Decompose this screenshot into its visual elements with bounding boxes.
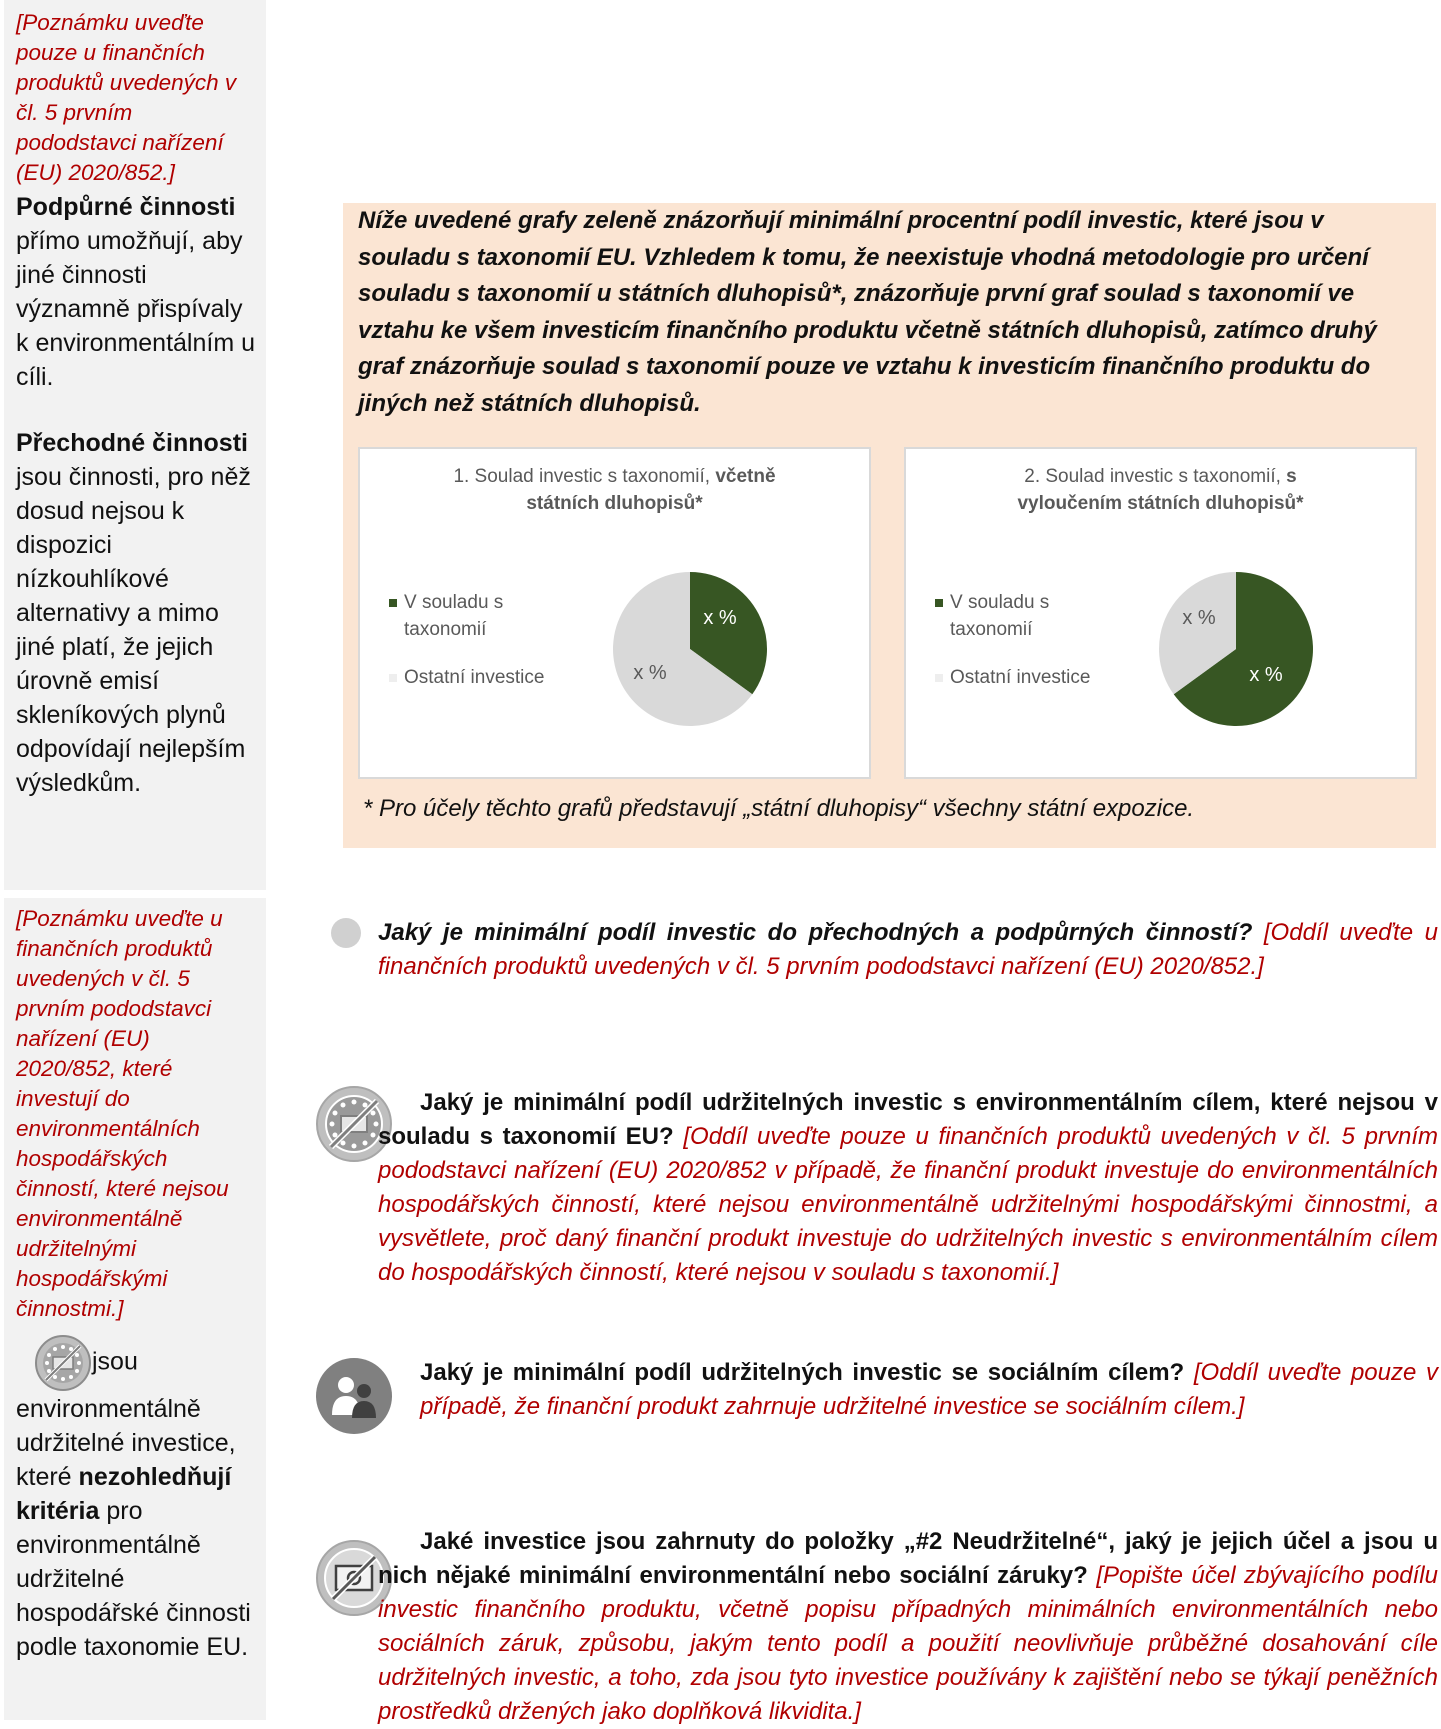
chart-2-legend-aligned-line1: V souladu s	[950, 592, 1050, 613]
question-4-note: [Popište účel zbývajícího podílu investic finančního produktu, včetně popisu případných minimálních environmentálních nebo sociálních záruk, způsobu, jakým tento podíl a použití neovlivňuje průběžné dosahování cíle udržitelných investic, a toho, zda jsou tyto investice používány k zajištění nebo se týkají peněžních prostředků držených jako doplňková likvidita.]	[378, 1562, 1438, 1725]
chart-1-legend-other	[404, 664, 584, 691]
sustainable-text-pre: jsou environmentálně udržitelné investice, které	[16, 1347, 236, 1491]
chart-1-title	[360, 463, 869, 517]
enabling-text: přímo umožňují, aby jiné činnosti významně přispívaly k environmentálním u cíli.	[16, 227, 256, 391]
question-1-note: [Oddíl uveďte u finančních produktů uvedených v čl. 5 prvním pododstavci nařízení (EU) 2020/852.]	[378, 919, 1438, 980]
question-3-note: [Oddíl uveďte pouze v případě, že finanční produkt zahrnuje udržitelné investice se sociálním cílem.]	[420, 1359, 1439, 1420]
legend-swatch-green	[935, 599, 943, 607]
chart-1-title-plain: 1. Soulad investic s taxonomií,	[453, 466, 711, 487]
sidebar-note-2: [Poznámku uveďte u finančních produktů uvedených v čl. 5 prvním pododstavci nařízení (EU) 2020/852, které investují do environmentálních hospodářských činností, které nejsou environmentálně udržitelnými hospodářskými činnostmi.]	[16, 906, 229, 1321]
sidebar-note-1: [Poznámku uveďte pouze u finančních produktů uvedených v čl. 5 prvním pododstavci nařízení (EU) 2020/852.]	[16, 10, 237, 185]
chart-2-label-aligned: x %	[1249, 664, 1283, 686]
enabling-title: Podpůrné činnosti	[16, 193, 236, 221]
question-2-title: Jaký je minimální podíl udržitelných investic s environmentálním cílem, které nejsou v souladu s taxonomií EU?	[378, 1089, 1438, 1150]
chart-1-label-aligned: x %	[703, 607, 737, 629]
chart-1-legend-aligned-line1: V souladu s	[404, 592, 504, 613]
taxonomy-footnote: * Pro účely těchto grafů představují „státní dluhopisy“ všechny státní expozice.	[363, 795, 1195, 822]
eu-crossed-icon	[34, 1334, 92, 1392]
chart-2-legend-aligned-line2: taxonomií	[950, 619, 1033, 640]
chart-1-title-bold-2: státních dluhopisů*	[526, 493, 703, 514]
chart-2-pie	[1156, 569, 1316, 729]
question-4-text	[378, 1525, 1438, 1729]
chart-1-pie	[610, 569, 770, 729]
chart-2-legend-other	[950, 664, 1130, 691]
taxonomy-alignment-box	[343, 203, 1436, 848]
taxonomy-intro: Níže uvedené grafy zeleně znázorňují minimální procentní podíl investic, které jsou v souladu s taxonomií EU. Vzhledem k tomu, že neexistuje vhodná metodologie pro určení souladu s taxonomií u státních dluhopisů*, znázorňuje první graf soulad s taxonomií ve vztahu ke všem investicím finančního produktu včetně státních dluhopisů, zatímco druhý graf znázorňuje soulad s taxonomií pouze ve vztahu k investicím finančního produktu do jiných než státních dluhopisů.	[358, 207, 1377, 417]
chart-2-title	[906, 463, 1415, 517]
chart-1-legend-aligned-line2: taxonomií	[404, 619, 487, 640]
question-2-text	[378, 1086, 1438, 1290]
sidebar-sustainable-note	[4, 898, 266, 1720]
transitional-title: Přechodné činnosti	[16, 429, 248, 457]
chart-1-legend-other-label: Ostatní investice	[404, 667, 545, 688]
enabling-definition	[16, 190, 256, 394]
pie-chart-1	[358, 447, 871, 779]
question-1-title: Jaký je minimální podíl investic do přechodných a podpůrných činností?	[378, 919, 1253, 946]
chart-1-label-other: x %	[633, 662, 667, 684]
chart-2-legend-aligned	[950, 589, 1130, 643]
chart-1-legend-aligned	[404, 589, 584, 643]
transitional-definition	[16, 426, 256, 800]
question-1-text	[378, 916, 1438, 984]
question-3-title: Jaký je minimální podíl udržitelných investic se sociálním cílem?	[420, 1359, 1185, 1386]
sustainable-text-post: pro environmentálně udržitelné hospodářské činnosti podle taxonomie EU.	[16, 1497, 251, 1661]
question-2-note: [Oddíl uveďte pouze u finančních produktů uvedených v čl. 5 prvním pododstavci nařízení (EU) 2020/852 v případě, že finanční produkt investuje do environmentálních hospodářských činností, které nejsou environmentálně udržitelnými hospodářskými činnostmi, a vysvětlete, proč daný finanční produkt investuje do udržitelných investic s environmentálním cílem do hospodářských činností, které nejsou v souladu s taxonomií.]	[378, 1123, 1439, 1286]
people-icon	[316, 1358, 392, 1434]
chart-2-title-bold-1: s	[1286, 466, 1297, 487]
legend-swatch-grey	[389, 674, 397, 682]
chart-2-title-bold-2: vyloučením státních dluhopisů*	[1017, 493, 1304, 514]
transitional-text: jsou činnosti, pro něž dosud nejsou k dispozici nízkouhlíkové alternativy a mimo jiné platí, že jejich úrovně emisí skleníkových plynů odpovídají nejlepším výsledkům.	[16, 463, 251, 797]
chart-2-label-other: x %	[1182, 607, 1216, 629]
sustainable-text-bold: nezohledňují kritéria	[16, 1463, 232, 1525]
chart-1-title-bold-1: včetně	[715, 466, 776, 487]
chart-2-title-plain: 2. Soulad investic s taxonomií,	[1024, 466, 1281, 487]
bullet-circle-icon	[331, 918, 361, 948]
question-4-title: Jaké investice jsou zahrnuty do položky „#2 Neudržitelné“, jaký je jejich účel a jsou u nich nějaké minimální environmentální nebo sociální záruky?	[378, 1528, 1438, 1589]
question-3-text	[420, 1356, 1438, 1424]
chart-2-legend-other-label: Ostatní investice	[950, 667, 1091, 688]
pie-chart-2	[904, 447, 1417, 779]
legend-swatch-grey	[935, 674, 943, 682]
sidebar-definitions	[4, 0, 266, 890]
sustainable-definition	[16, 1334, 256, 1664]
legend-swatch-green	[389, 599, 397, 607]
